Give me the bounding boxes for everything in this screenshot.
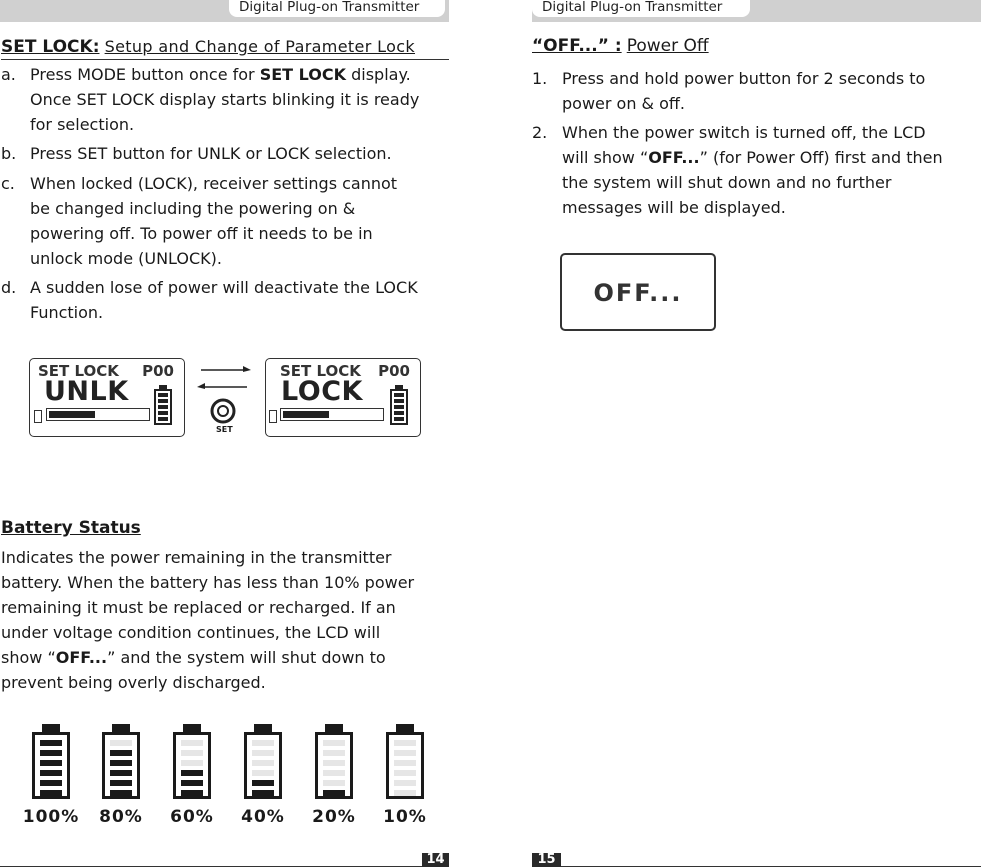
battery-line1: Indicates the power remaining in the transmitter — [1, 548, 392, 567]
item-c-line1: When locked (LOCK), receiver settings cannot — [30, 174, 398, 193]
setlock-heading — [1, 37, 449, 57]
item-c-text — [30, 171, 397, 271]
level-bar — [280, 408, 384, 421]
battery-80-icon — [102, 732, 140, 799]
item-a-line1b: display. — [346, 65, 411, 84]
battery-level-label: 60% — [170, 807, 214, 827]
set-button-label: SET — [216, 425, 233, 434]
battery-level-label: 10% — [383, 807, 427, 827]
left-header-title: Digital Plug-on Transmitter — [229, 0, 445, 17]
item-b-label: b. — [1, 144, 17, 163]
battery-line5-pre: show “ — [1, 648, 56, 667]
item-d-text — [30, 275, 418, 325]
item-a-text — [30, 62, 419, 137]
item-c-line3: powering off. To power off it needs to be in — [30, 224, 373, 243]
off-item2-line2-pre: will show “ — [562, 148, 649, 167]
lcd-right-setlock: SET LOCK — [280, 362, 361, 380]
item-a-bold: SET LOCK — [259, 65, 347, 84]
item-c-label: c. — [1, 174, 15, 193]
battery-line2: battery. When the battery has less than 10% power — [1, 573, 415, 592]
off-item-1 — [532, 66, 981, 116]
item-d-line1: A sudden lose of power will deactivate the LOCK — [30, 278, 418, 297]
off-item2-text — [562, 120, 943, 220]
battery-line5-bold: OFF... — [55, 648, 108, 667]
lcd-left-mode: UNLK — [44, 376, 129, 407]
item-a-line2: Once SET LOCK display starts blinking it is ready — [30, 90, 420, 109]
battery-40-icon — [244, 732, 282, 799]
battery-title: Battery Status — [1, 518, 141, 538]
page-number-left: 14 — [422, 853, 449, 867]
setlock-item-b — [1, 141, 451, 166]
setlock-title: SET LOCK: — [1, 37, 100, 57]
off-title: “OFF...” : — [532, 36, 622, 56]
item-a-line1a: Press MODE button once for — [30, 65, 260, 84]
level-bar — [46, 408, 150, 421]
setlock-underline — [1, 59, 449, 60]
setlock-item-d — [1, 275, 451, 325]
off-heading — [532, 36, 732, 56]
off-item1-label: 1. — [532, 69, 548, 88]
setlock-item-a — [1, 62, 451, 137]
battery-line4: under voltage condition continues, the LCD will — [1, 623, 381, 642]
setlock-subtitle: Setup and Change of Parameter Lock — [104, 37, 416, 56]
item-c-line2: be changed including the powering on & — [30, 199, 356, 218]
off-subtitle: Power Off — [626, 36, 709, 56]
item-d-line2: Function. — [30, 303, 104, 322]
lcd-unlock-display — [29, 358, 185, 437]
off-item1-line1: Press and hold power button for 2 seconds to — [562, 69, 926, 88]
battery-line5-post: ” and the system will shut down to — [107, 648, 386, 667]
off-item2-line1: When the power switch is turned off, the LCD — [562, 123, 926, 142]
off-item2-line2-post: ” (for Power Off) first and then — [699, 148, 943, 167]
battery-line6: prevent being overly discharged. — [1, 673, 266, 692]
battery-icon — [154, 389, 172, 425]
off-item2-line2-bold: OFF... — [648, 148, 700, 167]
lcd-off-display — [560, 253, 716, 331]
speaker-icon — [269, 410, 277, 423]
battery-paragraph — [1, 545, 451, 695]
battery-level-label: 40% — [241, 807, 285, 827]
set-button-icon — [208, 398, 238, 428]
lcd-left-preset: P00 — [142, 362, 174, 380]
off-item2-label: 2. — [532, 123, 548, 142]
lcd-lock-display — [265, 358, 421, 437]
off-item2-line4: messages will be displayed. — [562, 198, 786, 217]
off-item1-text — [562, 66, 925, 116]
battery-level-label: 80% — [99, 807, 143, 827]
battery-100-icon — [32, 732, 70, 799]
item-c-line4: unlock mode (UNLOCK). — [30, 249, 222, 268]
lcd-off-text: OFF... — [593, 279, 683, 307]
off-item1-line2: power on & off. — [562, 94, 686, 113]
page-number-right: 15 — [532, 853, 561, 867]
setlock-item-c — [1, 171, 451, 271]
item-b-text: Press SET button for UNLK or LOCK selection. — [30, 144, 392, 163]
item-a-line3: for selection. — [30, 115, 135, 134]
battery-icon — [390, 389, 408, 425]
battery-level-label: 20% — [312, 807, 356, 827]
lcd-right-mode: LOCK — [281, 376, 363, 407]
item-d-label: d. — [1, 278, 17, 297]
battery-level-label: 100% — [22, 807, 80, 827]
battery-20-icon — [315, 732, 353, 799]
lcd-right-preset: P00 — [378, 362, 410, 380]
speaker-icon — [34, 410, 42, 423]
battery-line3: remaining it must be replaced or recharged. If an — [1, 598, 396, 617]
off-item-2 — [532, 120, 981, 220]
item-a-label: a. — [1, 65, 16, 84]
off-item2-line3: the system will shut down and no further — [562, 173, 892, 192]
battery-10-icon — [386, 732, 424, 799]
battery-60-icon — [173, 732, 211, 799]
lcd-left-setlock: SET LOCK — [38, 362, 119, 380]
right-header-title: Digital Plug-on Transmitter — [532, 0, 750, 17]
